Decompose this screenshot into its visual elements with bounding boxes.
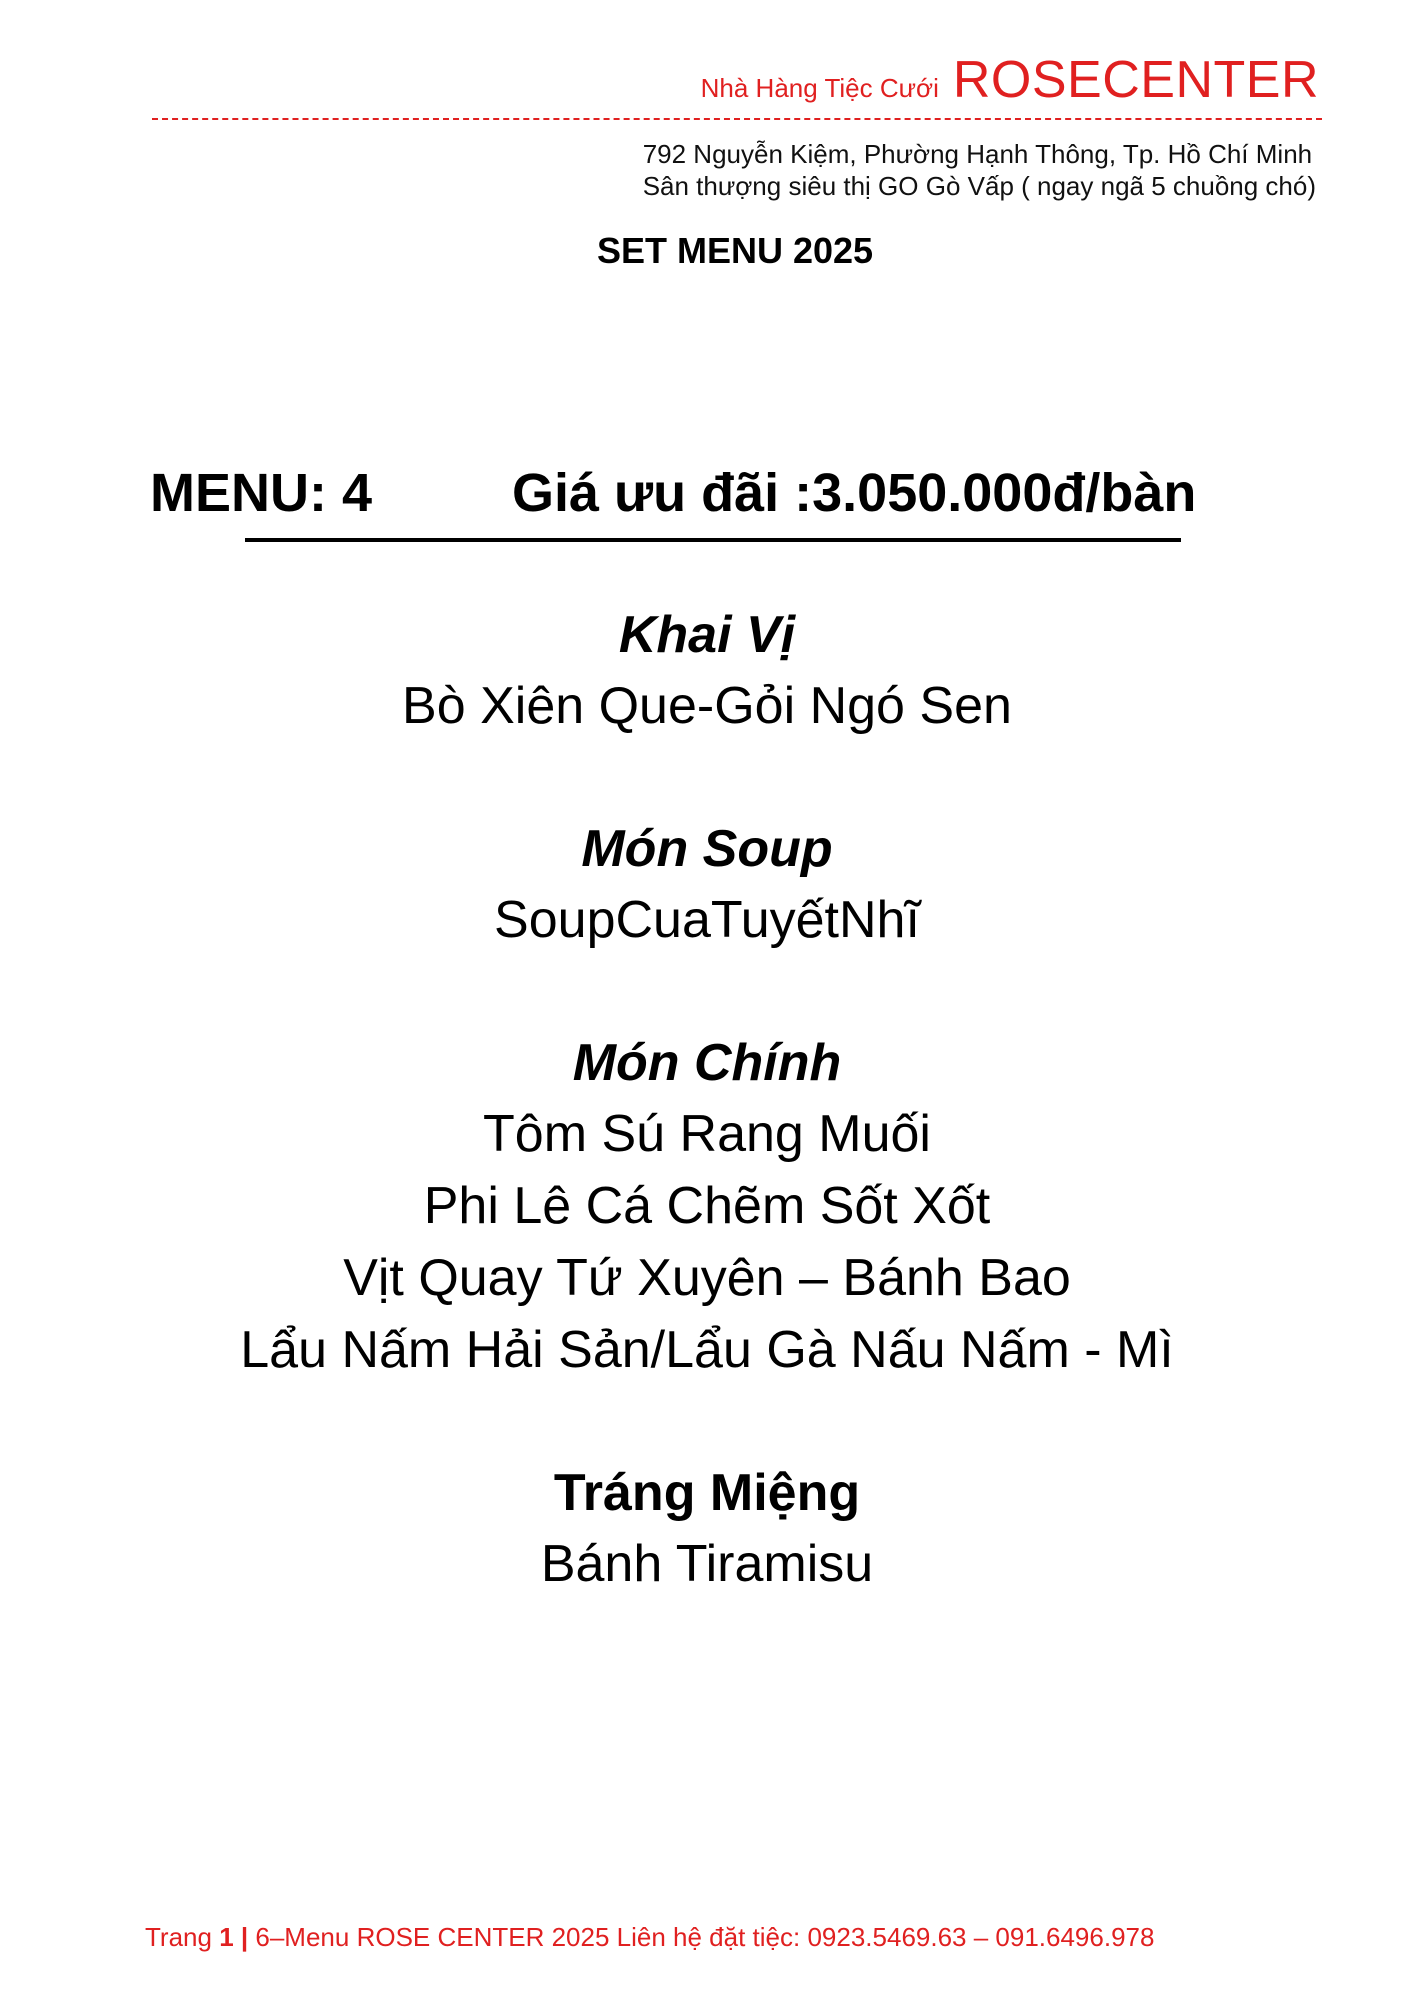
menu-heading [150, 462, 1196, 524]
menu-sections [0, 600, 1414, 1672]
header-divider [152, 118, 1322, 120]
section-main-course [0, 1028, 1414, 1386]
footer-contact: 6–Menu ROSE CENTER 2025 Liên hệ đặt tiệc: 0923.5469.63 – 091.6496.978 [255, 1922, 1155, 1952]
brand-header [701, 50, 1319, 110]
section-title: Món Chính [572, 1034, 842, 1092]
footer-separator: | [233, 1922, 256, 1952]
menu-price: Giá ưu đãi :3.050.000đ/bàn [512, 463, 1197, 523]
dish-item: Tôm Sú Rang Muối [483, 1105, 931, 1163]
menu-heading-underline [245, 538, 1181, 542]
page-footer [145, 1922, 1154, 1953]
section-appetizer [0, 600, 1414, 742]
address-line: 792 Nguyễn Kiệm, Phường Hạnh Thông, Tp. Hồ Chí Minh [642, 139, 1313, 169]
menu-number: MENU: 4 [150, 463, 373, 523]
set-menu-title: SET MENU 2025 [596, 230, 874, 271]
brand-subtitle: Nhà Hàng Tiệc Cưới [700, 73, 939, 103]
dish-item: Lẩu Nấm Hải Sản/Lẩu Gà Nấu Nấm - Mì [240, 1321, 1174, 1379]
address-line: Sân thượng siêu thị GO Gò Vấp ( ngay ngã 5 chuồng chó) [642, 171, 1316, 201]
dish-item: SoupCuaTuyếtNhĩ [494, 891, 920, 949]
brand-name: ROSECENTER [952, 51, 1319, 109]
address-block [643, 138, 1316, 202]
footer-page-number: 1 [219, 1922, 234, 1952]
section-title: Món Soup [581, 820, 833, 878]
section-title: Khai Vị [618, 606, 796, 664]
dish-item: Vịt Quay Tứ Xuyên – Bánh Bao [343, 1249, 1071, 1307]
dish-item: Bánh Tiramisu [540, 1535, 874, 1593]
dish-item: Phi Lê Cá Chẽm Sốt Xốt [423, 1177, 991, 1235]
section-soup [0, 814, 1414, 956]
section-dessert [0, 1458, 1414, 1600]
section-title: Tráng Miệng [553, 1464, 861, 1522]
footer-prefix: Trang [145, 1922, 220, 1952]
dish-item: Bò Xiên Que-Gỏi Ngó Sen [402, 677, 1012, 735]
